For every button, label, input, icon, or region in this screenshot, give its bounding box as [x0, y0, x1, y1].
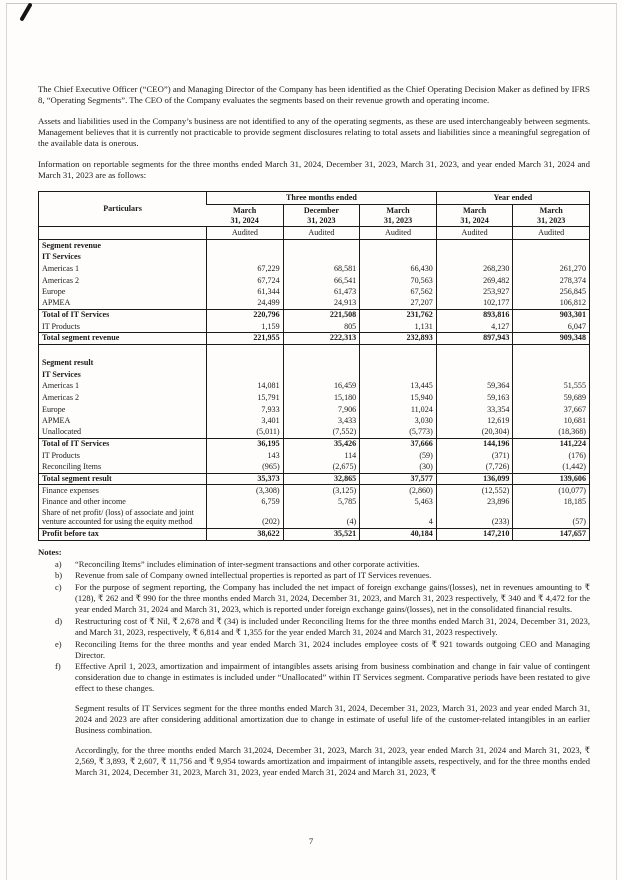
- row-label: Finance expenses: [42, 485, 99, 495]
- row-value: 16,459: [283, 380, 360, 392]
- note-item: [55, 559, 590, 570]
- row-label: IT Services: [42, 252, 81, 262]
- row-value: (7,726): [436, 461, 513, 473]
- row-label: Finance and other income: [42, 497, 126, 507]
- note-text: Reconciling Items for the three months and year ended March 31, 2024 includes employee costs of ₹ 921 towards outgoing CEO and Managing Director.: [75, 638, 590, 660]
- row-label: Americas 2: [42, 392, 80, 402]
- row-value: 61,344: [207, 286, 284, 298]
- row-value: (30): [360, 461, 437, 473]
- row-value: [513, 357, 590, 369]
- row-label: [39, 344, 207, 357]
- row-value: 24,913: [283, 298, 360, 310]
- row-value: (12,552): [436, 485, 513, 497]
- closing-paragraph-accordingly: Accordingly, for the three months ended March 31,2024, December 31, 2023, March 31, 2023, year ended March 31, 2024 and March 31, 2023, ₹ 2,569, ₹ 3,893, ₹ 2,607, ₹ 11,756 and ₹ 9,954 towards amortization and impairment of intangible assets, respectively, and for the three months ended March 31, 2024, December 31, 2023, March 31, 2023, year ended March 31, 2024 and March 31, 2023, ₹: [75, 745, 590, 778]
- row-value: 15,791: [207, 392, 284, 404]
- notes-section: [38, 547, 590, 695]
- row-label: Total segment result: [39, 473, 207, 485]
- row-value: 13,445: [360, 380, 437, 392]
- row-value: [283, 251, 360, 263]
- row-value: 36,195: [207, 438, 284, 450]
- row-label: Unallocated: [42, 427, 82, 437]
- row-value: [360, 369, 437, 381]
- row-value: 15,940: [360, 392, 437, 404]
- row-value: 222,313: [283, 333, 360, 345]
- table-row: [39, 473, 590, 485]
- row-value: 1,159: [207, 321, 284, 333]
- row-value: 15,180: [283, 392, 360, 404]
- header-audited: Audited: [436, 227, 513, 240]
- row-value: [207, 369, 284, 381]
- row-value: (965): [207, 461, 284, 473]
- note-text: For the purpose of segment reporting, the Company has included the net impact of foreign exchange gains/(losses), net in revenues amounting to ₹ (128), ₹ 262 and ₹ 990 for the three months ended March 31, 2024, December 31, 2023, and March 31, 2023 respectively, ₹ 340 and ₹ 4,472 for the year ended March 31, 2024 and March 31, 2023, which is reported under foreign exchange gains/(losses), net in the consolidated financial results.: [75, 582, 590, 615]
- header-period: December 31, 2023: [283, 204, 360, 226]
- table-row: [39, 369, 590, 381]
- row-label: Europe: [42, 287, 66, 297]
- page-number: 7: [308, 836, 314, 846]
- row-value: [283, 369, 360, 381]
- row-value: 59,163: [436, 392, 513, 404]
- row-value: 278,374: [513, 275, 590, 287]
- row-label: Reconciling Items: [42, 462, 102, 472]
- row-value: [513, 251, 590, 263]
- row-value: (57): [513, 508, 590, 529]
- row-label: Total of IT Services: [39, 438, 207, 450]
- row-value: 4: [360, 508, 437, 529]
- table-row: [39, 357, 590, 369]
- segment-table-body: [39, 240, 590, 540]
- closing-section: [75, 703, 590, 778]
- row-value: [513, 369, 590, 381]
- row-value: [283, 344, 360, 357]
- row-value: 221,508: [283, 309, 360, 321]
- row-value: 1,131: [360, 321, 437, 333]
- table-row: [39, 263, 590, 275]
- note-item: [55, 639, 590, 661]
- table-row: [39, 450, 590, 462]
- row-value: 106,812: [513, 298, 590, 310]
- row-value: [436, 240, 513, 252]
- row-value: 38,622: [207, 528, 284, 540]
- table-row: [39, 508, 590, 529]
- row-value: (1,442): [513, 461, 590, 473]
- row-value: [207, 357, 284, 369]
- scan-artifact-mark: [19, 2, 32, 21]
- row-value: 232,893: [360, 333, 437, 345]
- header-audited: Audited: [513, 227, 590, 240]
- row-value: [207, 251, 284, 263]
- row-value: [360, 251, 437, 263]
- row-value: 4,127: [436, 321, 513, 333]
- row-value: 5,463: [360, 496, 437, 508]
- table-row: [39, 309, 590, 321]
- row-value: (5,011): [207, 427, 284, 439]
- row-value: 253,927: [436, 286, 513, 298]
- row-label: Segment result: [42, 358, 94, 368]
- row-value: 268,230: [436, 263, 513, 275]
- row-value: 37,667: [513, 404, 590, 416]
- note-item: [55, 582, 590, 615]
- note-item: [55, 661, 590, 694]
- row-value: 23,896: [436, 496, 513, 508]
- row-value: 805: [283, 321, 360, 333]
- table-row: [39, 380, 590, 392]
- intro-paragraph-assets: Assets and liabilities used in the Company’s business are not identified to any of the operating segments, as these are used interchangeably between segments. Management believes that it is currently not practicable to provide segment disclosures relating to total assets and liabilities since a meaningful segregation of the available data is onerous.: [38, 115, 590, 149]
- row-value: 27,207: [360, 298, 437, 310]
- row-value: 61,473: [283, 286, 360, 298]
- intro-paragraph-segments: Information on reportable segments for the three months ended March 31, 2024, December 31, 2023, March 31, 2023, and year ended March 31, 2024 and March 31, 2023 are as follows:: [38, 158, 590, 180]
- table-header: [39, 192, 590, 240]
- row-value: 40,184: [360, 528, 437, 540]
- row-value: (202): [207, 508, 284, 529]
- table-row: [39, 240, 590, 252]
- row-value: [283, 240, 360, 252]
- header-empty-cell: [39, 227, 207, 240]
- note-letter: e): [55, 638, 62, 649]
- header-period: March 31, 2024: [436, 204, 513, 226]
- row-value: 66,541: [283, 275, 360, 287]
- row-value: 897,943: [436, 333, 513, 345]
- row-value: (371): [436, 450, 513, 462]
- table-row: [39, 321, 590, 333]
- table-row: [39, 485, 590, 497]
- header-audited: Audited: [283, 227, 360, 240]
- row-value: 269,482: [436, 275, 513, 287]
- row-value: (3,308): [207, 485, 284, 497]
- header-audited: Audited: [207, 227, 284, 240]
- row-value: (7,552): [283, 427, 360, 439]
- row-label: Americas 1: [42, 264, 80, 274]
- row-label: APMEA: [42, 298, 71, 308]
- row-value: (2,675): [283, 461, 360, 473]
- header-three-months-ended: Three months ended: [207, 192, 437, 205]
- row-value: [207, 344, 284, 357]
- row-value: [360, 357, 437, 369]
- note-text: Revenue from sale of Company owned intellectual properties is reported as part of IT Services revenues.: [75, 570, 432, 581]
- segment-information-table: [38, 191, 590, 540]
- row-value: (233): [436, 508, 513, 529]
- row-value: (59): [360, 450, 437, 462]
- row-label: IT Products: [42, 321, 80, 331]
- row-label: Americas 1: [42, 381, 80, 391]
- row-value: 35,521: [283, 528, 360, 540]
- row-value: 35,373: [207, 473, 284, 485]
- row-value: [436, 357, 513, 369]
- row-value: 66,430: [360, 263, 437, 275]
- row-value: 59,689: [513, 392, 590, 404]
- row-value: 3,030: [360, 415, 437, 427]
- row-value: (5,773): [360, 427, 437, 439]
- note-text: Restructuring cost of ₹ Nil, ₹ 2,678 and ₹ (34) is included under Reconciling Items for the three months ended March 31, 2024, December 31, 2023, and March 31, 2023, respectively, ₹ 6,814 and ₹ 1,355 for the year ended March 31, 2024 and March 31, 2023 respectively.: [75, 615, 590, 637]
- row-value: 102,177: [436, 298, 513, 310]
- row-value: 35,426: [283, 438, 360, 450]
- row-value: 37,666: [360, 438, 437, 450]
- row-value: 231,762: [360, 309, 437, 321]
- table-row: [39, 275, 590, 287]
- header-particulars: Particulars: [39, 192, 207, 227]
- table-row: [39, 392, 590, 404]
- note-text: Effective April 1, 2023, amortization and impairment of intangibles assets arising from business combination and change in fair value of contingent consideration due to change in estimates is included under “Unallocated” within IT Services segment. Comparative periods have been restated to give effect to these changes.: [75, 661, 590, 694]
- table-row: [39, 251, 590, 263]
- row-value: 12,619: [436, 415, 513, 427]
- row-value: [283, 357, 360, 369]
- row-label: IT Products: [42, 450, 80, 460]
- row-value: 7,933: [207, 404, 284, 416]
- page-content: [38, 84, 590, 778]
- row-value: 144,196: [436, 438, 513, 450]
- row-label: Profit before tax: [39, 528, 207, 540]
- row-value: 6,759: [207, 496, 284, 508]
- note-letter: b): [55, 570, 63, 581]
- row-value: [360, 240, 437, 252]
- row-value: 147,210: [436, 528, 513, 540]
- row-label: Segment revenue: [42, 240, 101, 250]
- row-value: (10,077): [513, 485, 590, 497]
- table-row: [39, 461, 590, 473]
- notes-list: [38, 559, 590, 695]
- table-row: [39, 404, 590, 416]
- row-value: 67,724: [207, 275, 284, 287]
- table-row: [39, 528, 590, 540]
- row-value: (2,860): [360, 485, 437, 497]
- row-value: 18,185: [513, 496, 590, 508]
- row-value: [436, 344, 513, 357]
- row-value: 37,577: [360, 473, 437, 485]
- row-value: 5,785: [283, 496, 360, 508]
- row-value: 59,364: [436, 380, 513, 392]
- row-value: [513, 344, 590, 357]
- row-value: 68,581: [283, 263, 360, 275]
- row-value: 893,816: [436, 309, 513, 321]
- note-text: “Reconciling Items” includes elimination of inter-segment transactions and other corporate activities.: [75, 558, 420, 569]
- row-value: [207, 240, 284, 252]
- header-period: March 31, 2024: [207, 204, 284, 226]
- table-row: [39, 496, 590, 508]
- note-letter: a): [55, 558, 62, 569]
- note-letter: f): [55, 661, 61, 672]
- row-value: [360, 344, 437, 357]
- note-letter: d): [55, 615, 63, 626]
- row-value: [513, 240, 590, 252]
- row-value: 10,681: [513, 415, 590, 427]
- row-value: 67,229: [207, 263, 284, 275]
- row-value: (20,304): [436, 427, 513, 439]
- row-label: Total of IT Services: [39, 309, 207, 321]
- row-value: 903,301: [513, 309, 590, 321]
- row-value: [436, 251, 513, 263]
- row-value: 33,354: [436, 404, 513, 416]
- table-row: [39, 286, 590, 298]
- row-value: (176): [513, 450, 590, 462]
- row-label: APMEA: [42, 416, 71, 426]
- table-row: [39, 344, 590, 357]
- row-label: IT Services: [42, 369, 81, 379]
- row-value: 6,047: [513, 321, 590, 333]
- header-period: March 31, 2023: [360, 204, 437, 226]
- header-audited: Audited: [360, 227, 437, 240]
- row-label: Total segment revenue: [39, 333, 207, 345]
- notes-heading: Notes:: [38, 546, 62, 557]
- row-value: 11,024: [360, 404, 437, 416]
- row-value: 221,955: [207, 333, 284, 345]
- row-label: Europe: [42, 404, 66, 414]
- table-row: [39, 333, 590, 345]
- header-year-ended: Year ended: [436, 192, 589, 205]
- row-value: 136,099: [436, 473, 513, 485]
- row-value: 139,606: [513, 473, 590, 485]
- row-label: Share of net profit/ (loss) of associate and joint venture accounted for using the equity method: [42, 507, 194, 527]
- row-value: 909,348: [513, 333, 590, 345]
- row-value: 70,563: [360, 275, 437, 287]
- row-value: 3,401: [207, 415, 284, 427]
- row-label: Americas 2: [42, 275, 80, 285]
- row-value: 143: [207, 450, 284, 462]
- row-value: 51,555: [513, 380, 590, 392]
- row-value: 220,796: [207, 309, 284, 321]
- row-value: (18,368): [513, 427, 590, 439]
- note-letter: c): [55, 582, 62, 593]
- table-row: [39, 415, 590, 427]
- row-value: 7,906: [283, 404, 360, 416]
- note-item: [55, 570, 590, 581]
- row-value: 67,562: [360, 286, 437, 298]
- closing-paragraph-amortization: Segment results of IT Services segment for the three months ended March 31, 2024, December 31, 2023, March 31, 2023 and year ended March 31, 2024 and 2023 are after considering additional amortization due to change in estimate of useful life of the customer-related intangibles in an earlier Business combination.: [75, 703, 590, 736]
- row-value: (4): [283, 508, 360, 529]
- row-value: 141,224: [513, 438, 590, 450]
- note-item: [55, 616, 590, 638]
- row-value: 261,270: [513, 263, 590, 275]
- row-value: 3,433: [283, 415, 360, 427]
- header-period: March 31, 2023: [513, 204, 590, 226]
- row-value: [436, 369, 513, 381]
- row-value: 256,845: [513, 286, 590, 298]
- row-value: 14,081: [207, 380, 284, 392]
- table-row: [39, 427, 590, 439]
- row-value: 147,657: [513, 528, 590, 540]
- row-value: 24,499: [207, 298, 284, 310]
- row-value: 114: [283, 450, 360, 462]
- table-row: [39, 298, 590, 310]
- table-row: [39, 438, 590, 450]
- intro-paragraph-cdm: The Chief Executive Officer (“CEO”) and Managing Director of the Company has been identified as the Chief Operating Decision Maker as defined by IFRS 8, “Operating Segments”. The CEO of the Company evaluates the segments based on their revenue growth and operating income.: [38, 84, 590, 106]
- row-value: (3,125): [283, 485, 360, 497]
- row-value: 32,865: [283, 473, 360, 485]
